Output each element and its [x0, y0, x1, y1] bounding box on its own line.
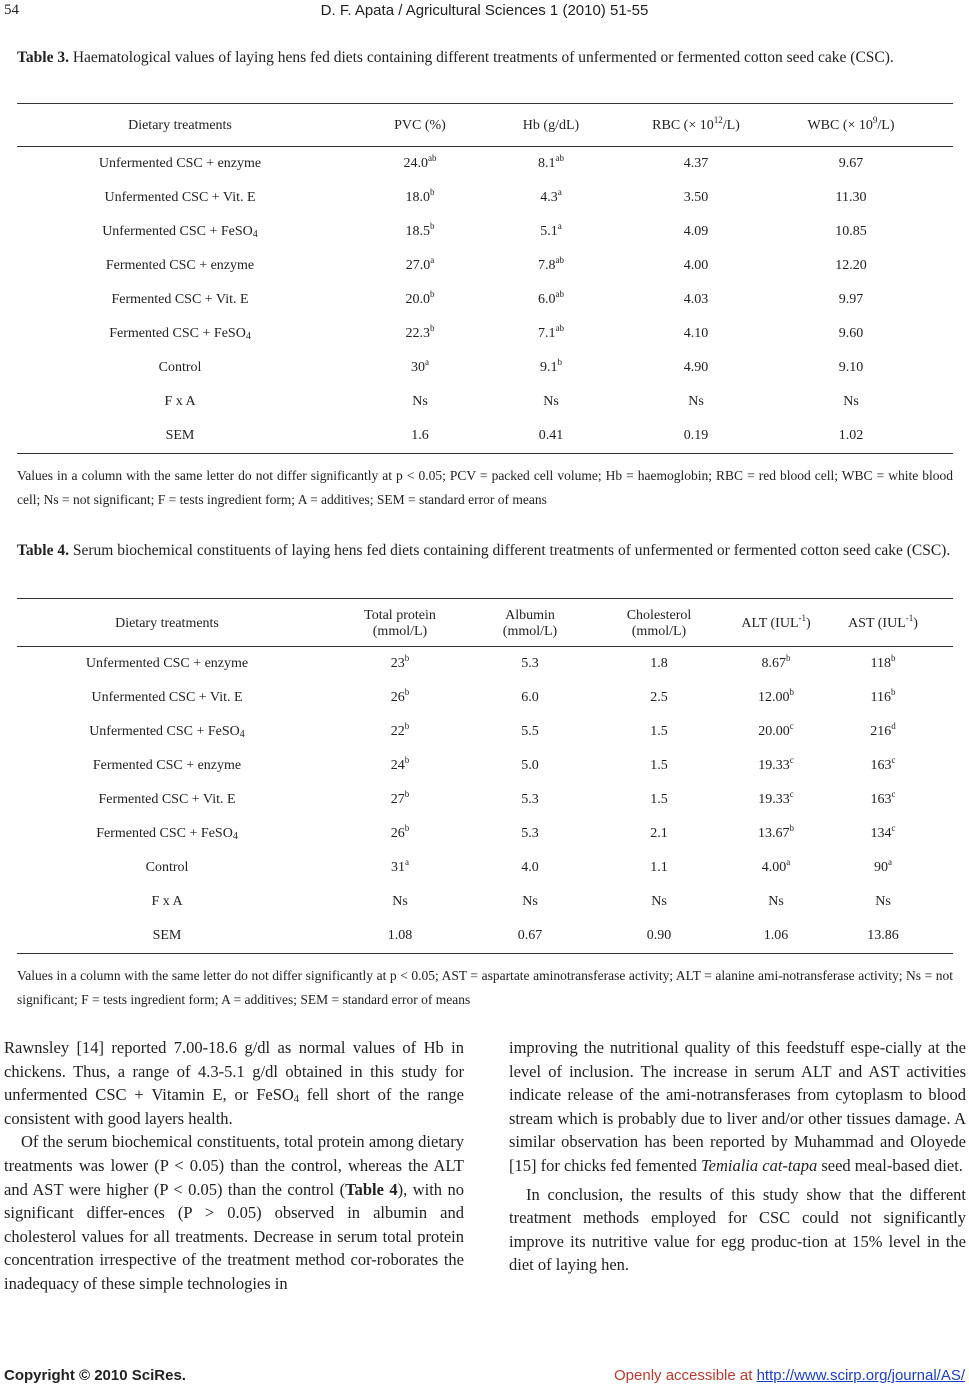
table4-caption-label: Table 4.: [17, 542, 69, 559]
value-cell: 5.5: [521, 724, 539, 739]
table-row: [17, 885, 953, 919]
value-cell: 2.5: [650, 690, 668, 705]
table-row: [17, 647, 953, 681]
column-header: AST $(IUL^{-1})$: [848, 613, 918, 631]
value-cell: 9.10: [838, 360, 864, 375]
value-cell: 27$^b$: [390, 789, 410, 807]
column-header: WBC (× $10^9/L$): [807, 115, 895, 133]
table4-note: Values in a column with the same letter do not differ significantly at p < 0.05; AST = aspartate aminotransferase activity; ALT = alanine ami-notransferase activity; Ns = not significant; F = tests ingredient form; A = additives; SEM = standard error of means: [17, 968, 953, 1007]
table3-caption-label: Table 3.: [17, 49, 69, 66]
value-cell: 23$^b$: [390, 653, 410, 671]
treatment-cell: Unfermented CSC + Vit. E: [104, 190, 256, 205]
value-cell: Ns: [688, 394, 704, 409]
value-cell: 22.3$^b$: [405, 323, 435, 341]
value-cell: 0.41: [538, 428, 564, 443]
treatment-cell: Fermented CSC + Vit. E: [98, 792, 236, 807]
value-cell: 8.1$^{ab}$: [538, 153, 564, 171]
value-cell: 20.00$^c$: [758, 721, 794, 739]
value-cell: 10.85: [835, 224, 867, 239]
value-cell: 4.00$^a$: [761, 857, 791, 875]
value-cell: 5.3: [521, 826, 539, 841]
value-cell: 4.00: [683, 258, 709, 273]
left-paragraph-2: Of the serum biochemical constituents, total protein among dietary treatments was lower (P < 0.05) than the control, whereas the ALT and AST were higher (P < 0.05) than the control (Table 4), with no significant differ-ences (P > 0.05) observed in albumin and cholesterol values for all treatments. Decrease in serum total protein concentration irrespective of the treatment method cor-roborates the inadequacy of these simple technologies in: [4, 1132, 464, 1293]
value-cell: 1.06: [763, 928, 789, 943]
value-cell: 118$^b$: [870, 653, 896, 671]
table-row: [17, 817, 953, 851]
treatment-cell: F x A: [164, 394, 196, 409]
value-cell: 12.00$^b$: [758, 687, 794, 705]
table-row: [17, 147, 953, 181]
treatment-cell: Fermented CSC + Vit. E: [111, 292, 249, 307]
table-row: [17, 783, 953, 817]
value-cell: Ns: [768, 894, 784, 909]
value-cell: 8.67$^b$: [761, 653, 791, 671]
treatment-cell: SEM: [152, 928, 182, 943]
value-cell: 30$^a$: [411, 357, 429, 375]
value-cell: 1.8: [650, 656, 668, 671]
running-header: D. F. Apata / Agricultural Sciences 1 (2010) 51-55: [320, 2, 649, 19]
footer-copyright: Copyright © 2010 SciRes.: [4, 1367, 186, 1384]
value-cell: 134$^c$: [870, 823, 896, 841]
value-cell: 6.0$^{ab}$: [538, 289, 564, 307]
value-cell: 18.0$^b$: [405, 187, 435, 205]
treatment-cell: Unfermented CSC + enzyme: [85, 656, 249, 671]
table-row: [17, 681, 953, 715]
value-cell: 31$^a$: [391, 857, 409, 875]
value-cell: 1.5: [650, 792, 668, 807]
treatment-cell: Fermented CSC + FeSO$_4$: [96, 826, 238, 842]
value-cell: 4.0: [521, 860, 539, 875]
value-cell: 163$^c$: [870, 755, 896, 773]
column-header: Dietary treatments: [128, 118, 232, 133]
treatment-cell: Unfermented CSC + Vit. E: [91, 690, 243, 705]
treatment-cell: Fermented CSC + enzyme: [105, 258, 255, 273]
treatment-cell: Fermented CSC + enzyme: [92, 758, 242, 773]
journal-link[interactable]: http://www.scirp.org/journal/AS/: [756, 1367, 965, 1384]
value-cell: 0.67: [517, 928, 543, 943]
treatment-cell: F x A: [151, 894, 183, 909]
value-cell: 11.30: [835, 190, 867, 205]
footer-access-text: Openly accessible at: [614, 1367, 757, 1384]
value-cell: 2.1: [650, 826, 668, 841]
page-number: 54: [4, 2, 19, 18]
value-cell: 5.3: [521, 792, 539, 807]
value-cell: 24.0$^{ab}$: [403, 153, 437, 171]
value-cell: 9.60: [838, 326, 864, 341]
value-cell: 9.97: [838, 292, 864, 307]
value-cell: 4.3$^a$: [540, 187, 562, 205]
treatment-cell: Unfermented CSC + FeSO$_4$: [89, 724, 245, 740]
table-row: [17, 283, 953, 317]
table-row: [17, 851, 953, 885]
value-cell: 22$^b$: [390, 721, 410, 739]
column-header: Hb (g/dL): [522, 118, 580, 133]
left-column: [4, 1036, 464, 1296]
value-cell: 27.0$^a$: [405, 255, 435, 273]
treatment-cell: Fermented CSC + FeSO$_4$: [109, 326, 251, 342]
right-paragraph-1: improving the nutritional quality of this feedstuff espe-cially at the level of inclusion. The increase in serum ALT and AST activities indicate release of the ami-notransferases from cytoplasm to blood stream which is probably due to liver and/or other tissues damage. A similar observation has been reported by Muhammad and Oloyede [15] for chicks fed femented Temialia cat-tapa seed meal-based diet.: [509, 1038, 966, 1175]
value-cell: 5.3: [521, 656, 539, 671]
value-cell: 13.67$^b$: [758, 823, 794, 841]
value-cell: 0.90: [646, 928, 672, 943]
treatment-cell: Unfermented CSC + enzyme: [98, 156, 262, 171]
value-cell: 5.1$^a$: [540, 221, 562, 239]
value-cell: 116$^b$: [870, 687, 896, 705]
value-cell: 1.1: [650, 860, 668, 875]
treatment-cell: SEM: [165, 428, 195, 443]
value-cell: 7.1$^{ab}$: [538, 323, 564, 341]
left-paragraph-1: Rawnsley [14] reported 7.00-18.6 g/dl as normal values of Hb in chickens. Thus, a range of 4.3-5.1 g/dl obtained in this study for unfermented CSC + Vitamin E, or FeSO$_4$ fell short of the range consistent with good layers health.: [4, 1038, 465, 1128]
value-cell: 26$^b$: [390, 823, 410, 841]
value-cell: 4.10: [683, 326, 709, 341]
value-cell: 90$^a$: [874, 857, 892, 875]
table4-bottom-rule: [17, 953, 953, 954]
value-cell: 7.8$^{ab}$: [538, 255, 564, 273]
table4-caption-text: Serum biochemical constituents of laying hens fed diets containing different treatments of unfermented or fermented cotton seed cake (CSC).: [68, 542, 951, 559]
value-cell: 5.0: [521, 758, 539, 773]
column-header: RBC (× $10^{12}/L$): [652, 115, 740, 133]
table-row: [17, 385, 953, 419]
treatment-cell: Unfermented CSC + FeSO$_4$: [102, 224, 258, 240]
table-row: [17, 249, 953, 283]
value-cell: 19.33$^c$: [758, 755, 794, 773]
value-cell: Ns: [651, 894, 667, 909]
value-cell: Ns: [412, 394, 428, 409]
table-row: [17, 181, 953, 215]
column-header: Total protein (mmol/L): [364, 608, 436, 639]
column-header: Dietary treatments: [115, 616, 219, 631]
value-cell: 216$^d$: [870, 721, 896, 739]
table3-caption: [17, 46, 953, 70]
value-cell: Ns: [875, 894, 891, 909]
table4-top-rule: [17, 598, 953, 599]
value-cell: 9.67: [838, 156, 864, 171]
value-cell: Ns: [843, 394, 859, 409]
value-cell: 1.5: [650, 758, 668, 773]
table-row: [17, 715, 953, 749]
value-cell: 4.37: [683, 156, 709, 171]
value-cell: 20.0$^b$: [405, 289, 435, 307]
value-cell: 1.6: [411, 428, 429, 443]
value-cell: 26$^b$: [390, 687, 410, 705]
right-paragraph-2: In conclusion, the results of this study show that the different treatment methods employed for CSC could not significantly improve its nutritive value for egg produc-tion at 15% level in the diet of laying hen.: [509, 1184, 966, 1275]
treatment-cell: Control: [158, 360, 202, 375]
value-cell: 1.5: [650, 724, 668, 739]
value-cell: 12.20: [835, 258, 867, 273]
treatment-cell: Control: [145, 860, 189, 875]
table-row: [17, 351, 953, 385]
table-row: [17, 749, 953, 783]
value-cell: 9.1$^b$: [540, 357, 562, 375]
value-cell: Ns: [543, 394, 559, 409]
table-row: [17, 317, 953, 351]
value-cell: 18.5$^b$: [405, 221, 435, 239]
column-header: PVC (%): [394, 118, 446, 133]
table3-top-rule: [17, 103, 953, 104]
table4-caption: [17, 539, 953, 563]
table-row: [17, 919, 953, 953]
value-cell: 0.19: [683, 428, 709, 443]
value-cell: 6.0: [521, 690, 539, 705]
value-cell: 3.50: [683, 190, 709, 205]
table3-caption-text: Haematological values of laying hens fed diets containing different treatments of unfermented or fermented cotton seed cake (CSC).: [68, 49, 894, 66]
value-cell: Ns: [522, 894, 538, 909]
table3-note: Values in a column with the same letter do not differ significantly at p < 0.05; PCV = packed cell volume; Hb = haemoglobin; RBC = red blood cell; WBC = white blood cell; Ns = not significant; F = tests ingredient form; A = additives; SEM = standard error of means: [17, 468, 953, 507]
table-row: [17, 419, 953, 453]
value-cell: 1.02: [838, 428, 864, 443]
footer-access: [614, 1367, 965, 1384]
column-header: ALT $(IUL^{-1})$: [741, 613, 811, 631]
table3-bottom-rule: [17, 453, 953, 454]
right-column: [509, 1036, 966, 1277]
table-row: [17, 215, 953, 249]
value-cell: 163$^c$: [870, 789, 896, 807]
value-cell: 4.09: [683, 224, 709, 239]
value-cell: Ns: [392, 894, 408, 909]
column-header: Albumin (mmol/L): [502, 608, 558, 639]
column-header: Cholesterol (mmol/L): [626, 608, 692, 639]
value-cell: 19.33$^c$: [758, 789, 794, 807]
value-cell: 13.86: [867, 928, 899, 943]
value-cell: 1.08: [387, 928, 413, 943]
value-cell: 4.03: [683, 292, 709, 307]
value-cell: 24$^b$: [390, 755, 410, 773]
value-cell: 4.90: [683, 360, 709, 375]
